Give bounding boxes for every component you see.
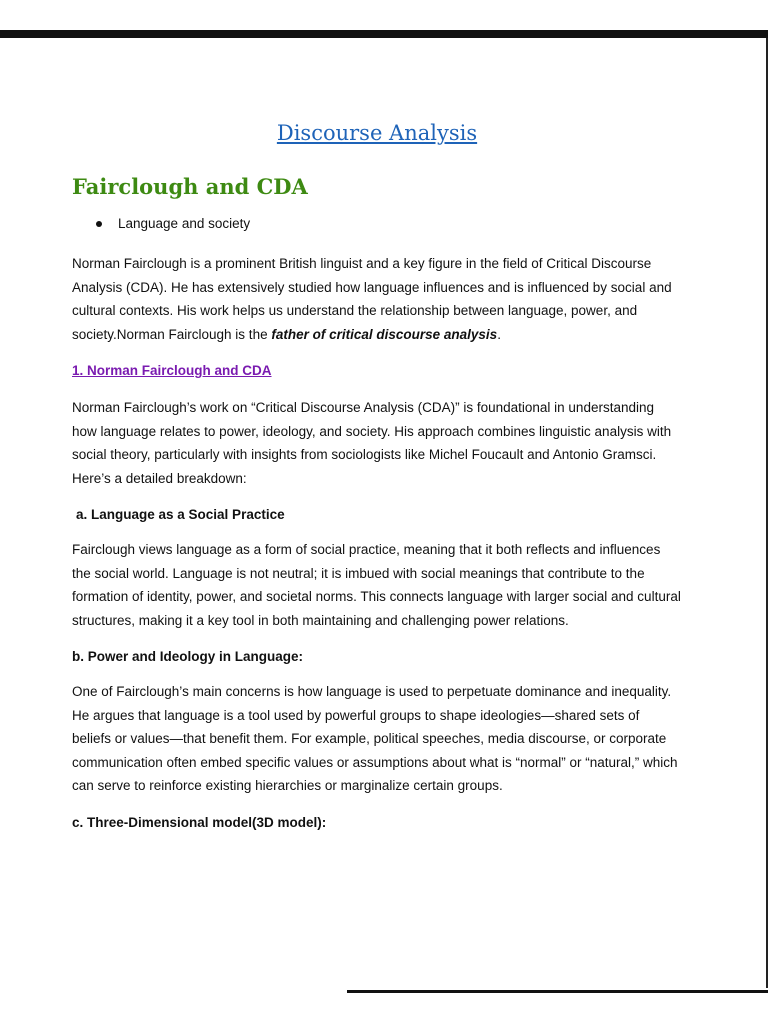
intro-emphasis: father of critical discourse analysis (271, 326, 498, 342)
top-border-bar (0, 30, 768, 38)
part-a-paragraph: Fairclough views language as a form of social practice, meaning that it both reflects and influences the social world. Language is not neutral; it is imbued with social meanings that contribute to the formation of identity, power, and societal norms. This connects language with larger social and cultural structures, making it a key tool in both maintaining and challenging power relations. (72, 542, 681, 628)
intro-text: Norman Fairclough is a prominent British linguist and a key figure in the field of Critical Discourse Analysis (CDA). He has extensively studied how language influences and is influenced by social and cultural contexts. His work helps us understand the relationship between language, power, and society.Norman Fairclough is the (72, 256, 672, 342)
intro-end: . (497, 326, 501, 342)
part-a-heading: a. Language as a Social Practice (76, 507, 285, 522)
bullet-icon (96, 221, 102, 227)
subsection-paragraph: Norman Fairclough’s work on “Critical Discourse Analysis (CDA)” is foundational in understanding how language relates to power, ideology, and society. His approach combines linguistic analysis with social theory, particularly with insights from sociologists like Michel Foucault and Antonio Gramsci. Here’s a detailed breakdown: (72, 400, 672, 486)
bullet-list (72, 212, 682, 236)
bullet-text: Language and society (118, 216, 251, 231)
document-title[interactable]: Discourse Analysis (276, 121, 478, 145)
part-c-heading: c. Three-Dimensional model(3D model): (72, 814, 327, 830)
part-b-heading: b. Power and Ideology in Language: (72, 649, 304, 664)
bottom-rule (347, 990, 768, 993)
part-b-paragraph: One of Fairclough’s main concerns is how language is used to perpetuate dominance and inequality. He argues that language is a tool used by powerful groups to shape ideologies—shared sets of beliefs or values—that benefit them. For example, political speeches, media discourse, or corporate communication often embed specific values or assumptions about what is “normal” or “natural,” which can serve to reinforce existing hierarchies or marginalize certain groups. (72, 684, 678, 793)
section-heading: Fairclough and CDA (72, 174, 308, 199)
intro-paragraph (72, 252, 682, 346)
list-item (96, 212, 682, 236)
subsection-link[interactable]: 1. Norman Fairclough and CDA (72, 363, 272, 378)
document-content (72, 118, 682, 846)
